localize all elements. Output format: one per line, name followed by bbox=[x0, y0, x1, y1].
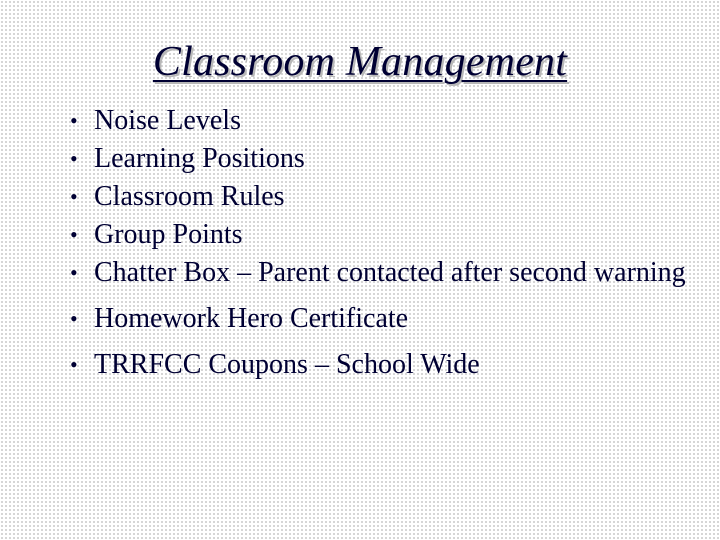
bullet-dot-icon: • bbox=[70, 108, 78, 133]
slide-title-text: Classroom Management bbox=[152, 39, 568, 85]
bullet-text: Classroom Rules bbox=[94, 181, 285, 212]
bullet-dot-icon: • bbox=[70, 306, 78, 331]
bullet-text: Chatter Box – Parent contacted after second warning bbox=[94, 257, 686, 288]
bullet-item bbox=[70, 216, 690, 254]
bullet-item bbox=[70, 300, 690, 338]
bullet-item bbox=[70, 178, 690, 216]
bullet-text: Noise Levels bbox=[94, 105, 241, 136]
bullet-item bbox=[70, 140, 690, 178]
bullet-text: TRRFCC Coupons – School Wide bbox=[94, 349, 480, 380]
bullet-dot-icon: • bbox=[70, 146, 78, 171]
bullet-dot-icon: • bbox=[70, 184, 78, 209]
bullet-text: Homework Hero Certificate bbox=[94, 303, 409, 334]
bullet-item bbox=[70, 254, 690, 292]
bullet-item bbox=[70, 346, 690, 384]
slide-title bbox=[0, 38, 720, 86]
bullet-text: Group Points bbox=[94, 219, 243, 250]
bullet-text: Learning Positions bbox=[94, 143, 305, 174]
bullet-item bbox=[70, 102, 690, 140]
bullet-dot-icon: • bbox=[70, 222, 78, 247]
bullet-list bbox=[70, 102, 690, 392]
bullet-dot-icon: • bbox=[70, 260, 78, 285]
bullet-dot-icon: • bbox=[70, 352, 78, 377]
